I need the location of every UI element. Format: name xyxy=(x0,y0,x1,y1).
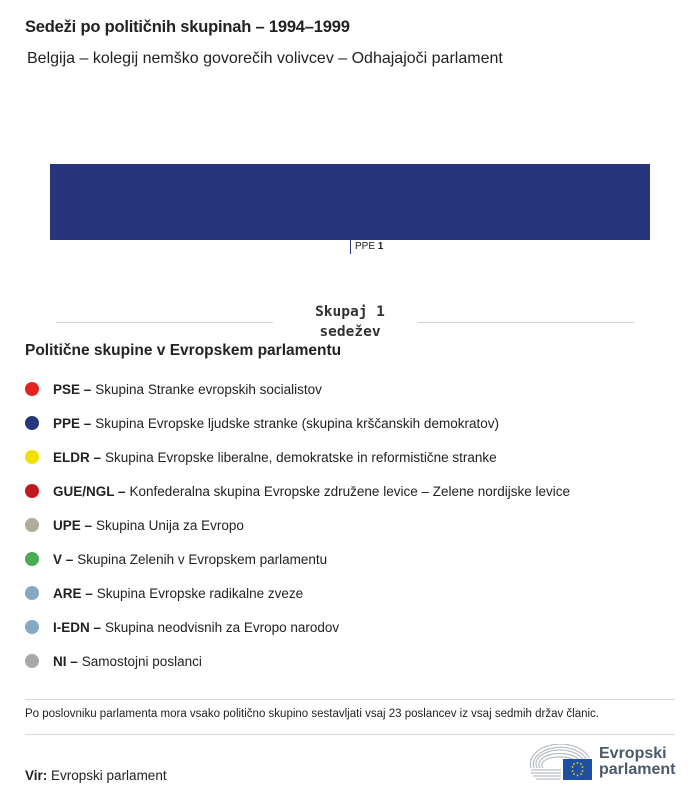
legend-abbr: V – xyxy=(53,551,74,567)
logo-line-1: Evropski xyxy=(599,745,667,762)
legend-item-ni xyxy=(25,644,570,678)
color-dot-icon xyxy=(25,518,39,532)
legend-name: Skupina Evropske radikalne zveze xyxy=(96,585,304,601)
bar-label-group: PPE xyxy=(355,241,376,252)
legend-abbr: I-EDN – xyxy=(53,619,102,635)
legend-abbr: NI – xyxy=(53,653,78,669)
source xyxy=(25,768,167,783)
legend-name: Skupina Evropske liberalne, demokratske in reformistične stranke xyxy=(105,449,497,465)
legend-abbr: ARE – xyxy=(53,585,93,601)
logo-text xyxy=(599,746,675,778)
hemicycle-flag-icon xyxy=(529,744,593,780)
legend-name: Konfederalna skupina Evropske združene levice – Zelene nordijske levice xyxy=(129,483,571,499)
legend-abbr: PPE – xyxy=(53,415,92,431)
color-dot-icon xyxy=(25,382,39,396)
source-label: Vir: xyxy=(25,768,48,783)
logo-line-2: parlament xyxy=(599,761,676,778)
legend-item-eldr xyxy=(25,440,570,474)
legend-name: Skupina Stranke evropskih socialistov xyxy=(95,381,322,397)
color-dot-icon xyxy=(25,654,39,668)
bar-label-ppe xyxy=(350,240,383,254)
legend xyxy=(25,372,570,678)
legend-item-are xyxy=(25,576,570,610)
bar-segment-ppe[interactable] xyxy=(50,164,650,240)
legend-name: Skupina neodvisnih za Evropo narodov xyxy=(105,619,340,635)
legend-item-upe xyxy=(25,508,570,542)
divider-top xyxy=(25,699,675,700)
legend-abbr: ELDR – xyxy=(53,449,102,465)
legend-name: Skupina Unija za Evropo xyxy=(96,517,244,533)
color-dot-icon xyxy=(25,586,39,600)
legend-name: Skupina Zelenih v Evropskem parlamentu xyxy=(77,551,328,567)
source-value: Evropski parlament xyxy=(51,768,167,783)
ep-logo xyxy=(529,744,675,780)
legend-item-i-edn xyxy=(25,610,570,644)
bar-label-seats: 1 xyxy=(377,241,384,252)
color-dot-icon xyxy=(25,484,39,498)
legend-abbr: GUE/NGL – xyxy=(53,483,126,499)
legend-title: Politične skupine v Evropskem parlamentu xyxy=(25,342,342,359)
chart-subtitle: Belgija – kolegij nemško govorečih volivcev – Odhajajoči parlament xyxy=(27,50,503,67)
total-seats xyxy=(300,302,400,342)
chart-title: Sedeži po političnih skupinah – 1994–1999 xyxy=(25,18,350,36)
legend-item-ppe xyxy=(25,406,570,440)
footnote: Po poslovniku parlamenta mora vsako politično skupino sestavljati vsaj 23 poslancev iz vsaj sedmih držav članic. xyxy=(25,708,600,720)
legend-item-v xyxy=(25,542,570,576)
legend-name: Skupina Evropske ljudske stranke (skupina krščanskih demokratov) xyxy=(95,415,499,431)
color-dot-icon xyxy=(25,450,39,464)
legend-item-gue-ngl xyxy=(25,474,570,508)
color-dot-icon xyxy=(25,416,39,430)
seat-bar xyxy=(50,164,650,240)
color-dot-icon xyxy=(25,620,39,634)
divider-right xyxy=(418,322,634,323)
divider-bottom xyxy=(25,734,675,735)
legend-abbr: PSE – xyxy=(53,381,92,397)
color-dot-icon xyxy=(25,552,39,566)
total-seats-count: Skupaj 1 xyxy=(315,304,385,320)
legend-name: Samostojni poslanci xyxy=(81,653,202,669)
legend-item-pse xyxy=(25,372,570,406)
total-seats-unit: sedežev xyxy=(319,324,381,340)
legend-abbr: UPE – xyxy=(53,517,93,533)
divider-left xyxy=(56,322,273,323)
